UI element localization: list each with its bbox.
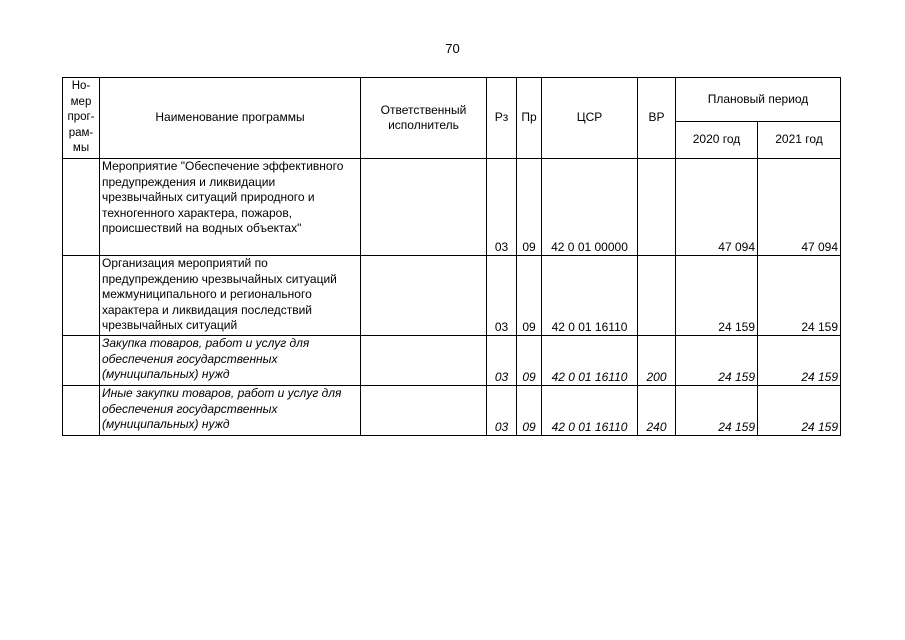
row-amount-2020: 24 159 <box>676 386 758 436</box>
row-rz: 03 <box>487 159 517 256</box>
row-pr: 09 <box>517 159 542 256</box>
header-plan-period <box>676 78 841 122</box>
header-program-name-label: Наименование программы <box>155 110 305 125</box>
header-vr-label: ВР <box>648 110 665 125</box>
table-row <box>63 256 841 336</box>
page-number: 70 <box>445 41 460 56</box>
row-amount-2021: 24 159 <box>758 336 841 386</box>
row-amount-2020: 47 094 <box>676 159 758 256</box>
table-row <box>63 386 841 436</box>
header-program-number-label: Но- мер прог- рам- мы <box>67 80 95 155</box>
row-program-name: Закупка товаров, работ и услуг для обеспечения государственных (муниципальных) нужд <box>100 336 361 386</box>
header-csr <box>542 78 638 159</box>
table-header-row <box>63 78 841 122</box>
row-program-number <box>63 336 100 386</box>
header-year-2020 <box>676 122 758 159</box>
header-pr <box>517 78 542 159</box>
table-row <box>63 336 841 386</box>
header-year-2021-label: 2021 год <box>775 132 823 147</box>
row-csr: 42 0 01 16110 <box>542 256 638 336</box>
header-executor-label: Ответственный исполнитель <box>380 102 467 132</box>
budget-table <box>62 77 841 436</box>
header-vr <box>638 78 676 159</box>
row-executor <box>361 159 487 256</box>
row-vr: 240 <box>638 386 676 436</box>
header-year-2021 <box>758 122 841 159</box>
row-amount-2020: 24 159 <box>676 256 758 336</box>
row-amount-2021: 24 159 <box>758 256 841 336</box>
row-program-name: Организация мероприятий по предупреждению чрезвычайных ситуаций межмуниципального и регионального характера и ликвидация последствий чрезвычайных ситуаций <box>100 256 361 336</box>
row-rz: 03 <box>487 336 517 386</box>
row-program-name: Мероприятие "Обеспечение эффективного предупреждения и ликвидации чрезвычайных ситуаций природного и техногенного характера, пожаров, происшествий на водных объектах" <box>100 159 361 256</box>
row-program-number <box>63 159 100 256</box>
header-program-name <box>100 78 361 159</box>
row-csr: 42 0 01 16110 <box>542 386 638 436</box>
row-executor <box>361 256 487 336</box>
row-pr: 09 <box>517 336 542 386</box>
header-executor <box>361 78 487 159</box>
row-csr: 42 0 01 00000 <box>542 159 638 256</box>
row-amount-2021: 24 159 <box>758 386 841 436</box>
header-program-number <box>63 78 100 159</box>
row-rz: 03 <box>487 386 517 436</box>
row-csr: 42 0 01 16110 <box>542 336 638 386</box>
row-executor <box>361 336 487 386</box>
header-rz <box>487 78 517 159</box>
header-plan-period-label: Плановый период <box>707 91 809 106</box>
table-row <box>63 159 841 256</box>
row-amount-2021: 47 094 <box>758 159 841 256</box>
row-pr: 09 <box>517 256 542 336</box>
row-executor <box>361 386 487 436</box>
row-pr: 09 <box>517 386 542 436</box>
row-vr: 200 <box>638 336 676 386</box>
row-program-name: Иные закупки товаров, работ и услуг для обеспечения государственных (муниципальных) нужд <box>100 386 361 436</box>
row-vr <box>638 159 676 256</box>
row-vr <box>638 256 676 336</box>
row-program-number <box>63 256 100 336</box>
row-rz: 03 <box>487 256 517 336</box>
header-pr-label: Пр <box>521 110 537 125</box>
row-program-number <box>63 386 100 436</box>
header-rz-label: Рз <box>494 110 509 125</box>
row-amount-2020: 24 159 <box>676 336 758 386</box>
header-year-2020-label: 2020 год <box>692 132 741 147</box>
header-csr-label: ЦСР <box>576 110 603 125</box>
